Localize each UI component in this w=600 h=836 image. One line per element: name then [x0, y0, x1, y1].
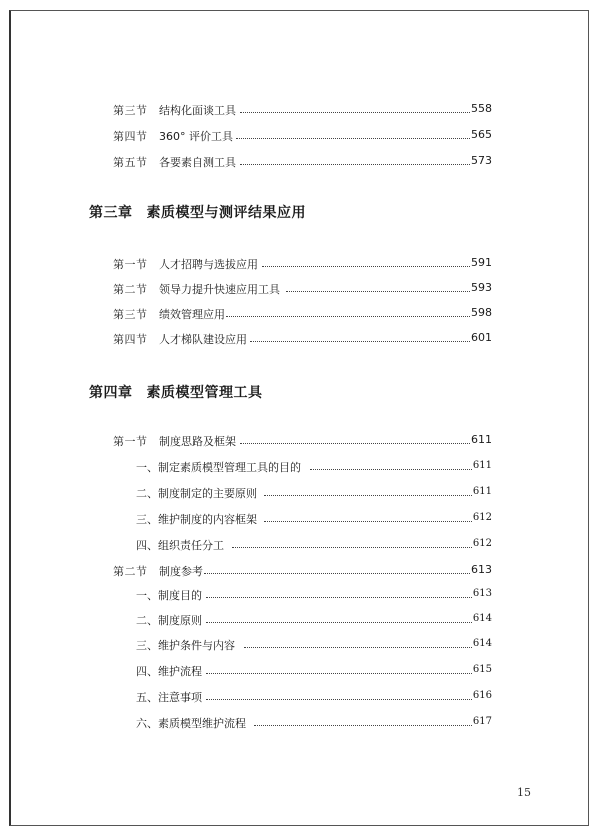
- toc-subentry-title: 二、制度制定的主要原则: [136, 487, 257, 500]
- toc-page-number: 612: [472, 512, 492, 523]
- toc-entry-title: 各要素自测工具: [159, 156, 236, 169]
- toc-entry[interactable]: [0, 254, 600, 274]
- toc-entry-title: 360° 评价工具: [159, 130, 233, 143]
- toc-subentry-title: 四、维护流程: [136, 665, 202, 678]
- toc-entry[interactable]: [0, 304, 600, 324]
- toc-page-number: 601: [471, 331, 492, 344]
- toc-section-label: 第四节: [113, 333, 148, 346]
- dot-leader: [264, 521, 476, 522]
- toc-entry[interactable]: [0, 561, 600, 581]
- chapter-heading[interactable]: [89, 202, 306, 222]
- toc-page-number: 617: [472, 716, 492, 727]
- toc-subentry-title: 四、组织责任分工: [136, 539, 224, 552]
- toc-page-number: 613: [472, 588, 492, 599]
- dot-leader: [226, 316, 472, 317]
- dot-leader: [240, 164, 472, 165]
- toc-subentry-title: 三、维护条件与内容: [136, 639, 235, 652]
- toc-page-number: 558: [471, 102, 492, 115]
- toc-page-number: 565: [471, 128, 492, 141]
- toc-subentry[interactable]: [0, 661, 600, 681]
- toc-entry[interactable]: [0, 126, 600, 146]
- toc-subentry-title: 五、注意事项: [136, 691, 202, 704]
- toc-section-label: 第一节: [113, 435, 148, 448]
- toc-subentry[interactable]: [0, 610, 600, 630]
- toc-page-number: 611: [472, 486, 492, 497]
- toc-page-number: 614: [472, 638, 492, 649]
- toc-entry[interactable]: [0, 100, 600, 120]
- dot-leader: [240, 443, 472, 444]
- toc-page-number: 611: [471, 433, 492, 446]
- toc-page-number: 612: [472, 538, 492, 549]
- toc-section-label: 第二节: [113, 565, 148, 578]
- toc-subentry[interactable]: [0, 509, 600, 529]
- toc-entry-title: 绩效管理应用: [159, 308, 225, 321]
- dot-leader: [310, 469, 476, 470]
- page-number: 15: [517, 786, 531, 799]
- dot-leader: [232, 547, 476, 548]
- toc-subentry[interactable]: [0, 635, 600, 655]
- dot-leader: [244, 647, 476, 648]
- dot-leader: [204, 573, 472, 574]
- chapter-heading[interactable]: [89, 382, 263, 402]
- toc-page-number: 591: [471, 256, 492, 269]
- toc-section-label: 第二节: [113, 283, 148, 296]
- toc-page-number: 613: [471, 563, 492, 576]
- chapter-title: 素质模型管理工具: [146, 385, 263, 401]
- toc-page-number: 614: [472, 613, 492, 624]
- dot-leader: [262, 266, 472, 267]
- toc-section-label: 第五节: [113, 156, 148, 169]
- toc-subentry[interactable]: [0, 535, 600, 555]
- toc-page-number: 598: [471, 306, 492, 319]
- toc-entry-title: 制度思路及框架: [159, 435, 236, 448]
- toc-entry-title: 人才招聘与选拔应用: [159, 258, 258, 271]
- toc-entry[interactable]: [0, 329, 600, 349]
- toc-subentry-title: 二、制度原则: [136, 614, 202, 627]
- toc-entry-title: 领导力提升快速应用工具: [159, 283, 280, 296]
- toc-section-label: 第四节: [113, 130, 148, 143]
- toc-subentry[interactable]: [0, 585, 600, 605]
- toc-subentry[interactable]: [0, 457, 600, 477]
- dot-leader: [254, 725, 476, 726]
- toc-section-label: 第三节: [113, 104, 148, 117]
- dot-leader: [286, 291, 472, 292]
- toc-page-number: 593: [471, 281, 492, 294]
- toc-entry[interactable]: [0, 152, 600, 172]
- toc-section-label: 第一节: [113, 258, 148, 271]
- toc-entry-title: 结构化面谈工具: [159, 104, 236, 117]
- chapter-number: 第三章: [89, 205, 133, 221]
- toc-subentry[interactable]: [0, 713, 600, 733]
- toc-page-number: 615: [472, 664, 492, 675]
- toc-entry-title: 人才梯队建设应用: [159, 333, 247, 346]
- toc-entry[interactable]: [0, 279, 600, 299]
- dot-leader: [206, 597, 476, 598]
- toc-subentry-title: 一、制度目的: [136, 589, 202, 602]
- toc-entry[interactable]: [0, 431, 600, 451]
- dot-leader: [240, 112, 472, 113]
- dot-leader: [250, 341, 472, 342]
- toc-page-number: 611: [472, 460, 492, 471]
- toc-subentry-title: 三、维护制度的内容框架: [136, 513, 257, 526]
- toc-entry-title: 制度参考: [159, 565, 203, 578]
- toc-subentry-title: 六、素质模型维护流程: [136, 717, 246, 730]
- dot-leader: [206, 699, 476, 700]
- toc-section-label: 第三节: [113, 308, 148, 321]
- dot-leader: [206, 673, 476, 674]
- dot-leader: [264, 495, 476, 496]
- toc-subentry[interactable]: [0, 483, 600, 503]
- chapter-number: 第四章: [89, 385, 133, 401]
- toc-subentry[interactable]: [0, 687, 600, 707]
- dot-leader: [236, 138, 472, 139]
- toc-subentry-title: 一、制定素质模型管理工具的目的: [136, 461, 301, 474]
- toc-page-number: 573: [471, 154, 492, 167]
- dot-leader: [206, 622, 476, 623]
- chapter-title: 素质模型与测评结果应用: [146, 205, 306, 221]
- toc-page-number: 616: [472, 690, 492, 701]
